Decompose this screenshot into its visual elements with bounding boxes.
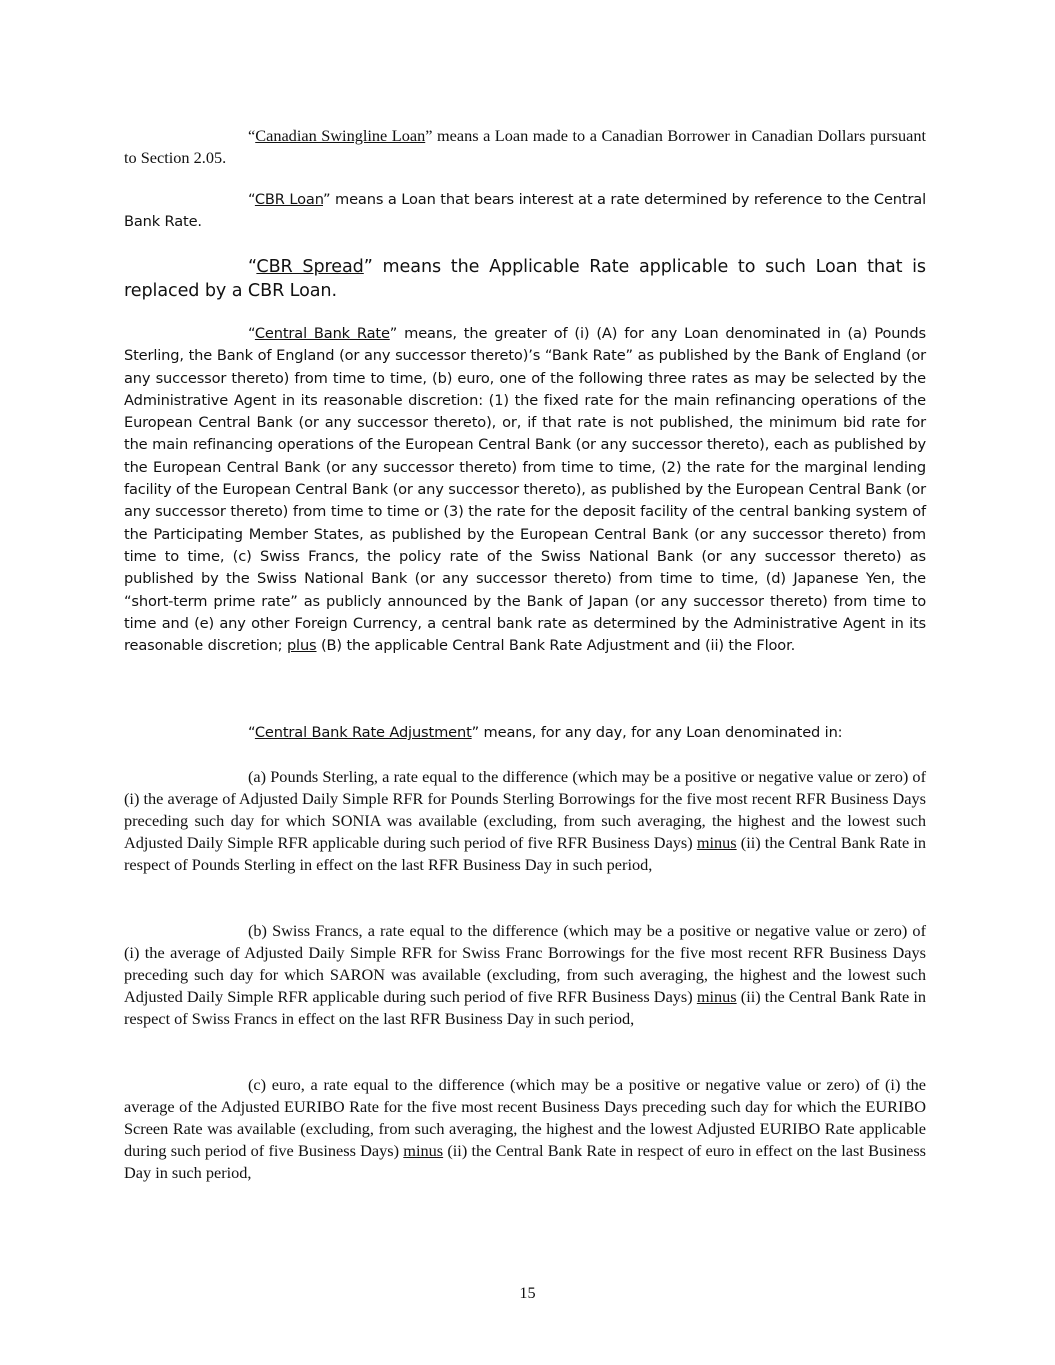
open-quote: “ xyxy=(248,257,257,277)
clause-a-pounds-sterling xyxy=(124,766,926,876)
open-quote: “ xyxy=(248,325,255,342)
definition-cbr-spread xyxy=(124,255,926,303)
clause-c-euro xyxy=(124,1074,926,1184)
defined-term: CBR Spread xyxy=(256,257,364,277)
minus-term: minus xyxy=(696,833,737,852)
defined-term: CBR Loan xyxy=(254,191,323,208)
open-quote: “ xyxy=(248,126,256,145)
minus-term: minus xyxy=(403,1141,444,1160)
clause-text-end: (ii) the Central Bank Rate in respect of euro in effect on the last Business Day in such period, xyxy=(124,1141,926,1182)
definition-text: ” means, for any day, for any Loan denominated in: xyxy=(471,724,843,741)
definition-text: ” means a Loan made to a Canadian Borrower in Canadian Dollars pursuant to Section 2.05. xyxy=(124,126,927,167)
definition-text: ” means a Loan that bears interest at a rate determined by reference to the Central Bank Rate. xyxy=(124,191,926,231)
definition-text-end: (B) the applicable Central Bank Rate Adjustment and (ii) the Floor. xyxy=(316,637,796,655)
clause-text-end: (ii) the Central Bank Rate in respect of Swiss Francs in effect on the last RFR Business Day in such period, xyxy=(124,987,926,1028)
defined-term: Central Bank Rate Adjustment xyxy=(254,724,472,741)
definition-central-bank-rate xyxy=(124,323,926,657)
plus-term: plus xyxy=(286,637,317,655)
definition-cbr-loan xyxy=(124,189,926,234)
definition-canadian-swingline-loan xyxy=(124,125,926,169)
defined-term: Central Bank Rate xyxy=(254,325,390,342)
open-quote: “ xyxy=(248,724,255,741)
open-quote: “ xyxy=(248,191,255,208)
page-number: 15 xyxy=(519,1283,536,1302)
clause-text: (a) Pounds Sterling, a rate equal to the difference (which may be a positive or negative value or zero) of (i) the average of Adjusted Daily Simple RFR for Pounds Sterling Borrowings for the five most recent RFR Business Days preceding such day for which SONIA was available (excluding, from such averaging, the highest and the lowest such Adjusted Daily Simple RFR applicable during such period of five RFR Business Days) xyxy=(124,767,926,852)
clause-text: (c) euro, a rate equal to the difference (which may be a positive or negative value or zero) of (i) the average of the Adjusted EURIBO Rate for the five most recent Business Days preceding such day for which the EURIBO Screen Rate was available (excluding, from such averaging, the highest and the lowest Adjusted EURIBO Rate applicable during such period of five Business Days) xyxy=(124,1075,926,1160)
minus-term: minus xyxy=(696,987,737,1006)
clause-b-swiss-francs xyxy=(124,920,926,1030)
definition-text: ” means, the greater of (i) (A) for any Loan denominated in (a) Pounds Sterling, the Bank of England (or any successor thereto)’s “Bank Rate” as published by the Bank of England (or any successor thereto) from time to time, (b) euro, one of the following three rates as may be selected by the Administrative Agent in its reasonable discretion: (1) the fixed rate for the main refinancing operations of the European Central Bank (or any successor thereto), or, if that rate is not published, the minimum bid rate for the main refinancing operations of the European Central Bank (or any successor thereto), each as published by the European Central Bank (or any successor thereto) from time to time, (2) the rate for the marginal lending facility of the European Central Bank (or any successor thereto), as published by the European Central Bank (or any successor thereto) from time to time or (3) the rate for the deposit facility of the central banking system of the Participating Member States, as published by the European Central Bank (or any successor thereto) from time to time, (c) Swiss Francs, the policy rate of the Swiss National Bank (or any successor thereto) as published by the Swiss National Bank (or any successor thereto) from time to time, (d) Japanese Yen, the “short-term prime rate” as publicly announced by the Bank of Japan (or any successor thereto) from time to time and (e) any other Foreign Currency, a central bank rate as determined by the Administrative Agent in its reasonable discretion; xyxy=(124,325,926,655)
clause-text-end: (ii) the Central Bank Rate in respect of Pounds Sterling in effect on the last RFR Business Day in such period, xyxy=(124,833,926,874)
clause-text: (b) Swiss Francs, a rate equal to the difference (which may be a positive or negative value or zero) of (i) the average of Adjusted Daily Simple RFR for Swiss Franc Borrowings for the five most recent RFR Business Days preceding such day for which SARON was available (excluding, from such averaging, the highest and the lowest such Adjusted Daily Simple RFR applicable during such period of five RFR Business Days) xyxy=(124,921,926,1006)
definition-central-bank-rate-adjustment xyxy=(124,722,926,744)
defined-term: Canadian Swingline Loan xyxy=(255,126,426,145)
definition-text: ” means the Applicable Rate applicable to such Loan that is replaced by a CBR Loan. xyxy=(124,257,926,301)
